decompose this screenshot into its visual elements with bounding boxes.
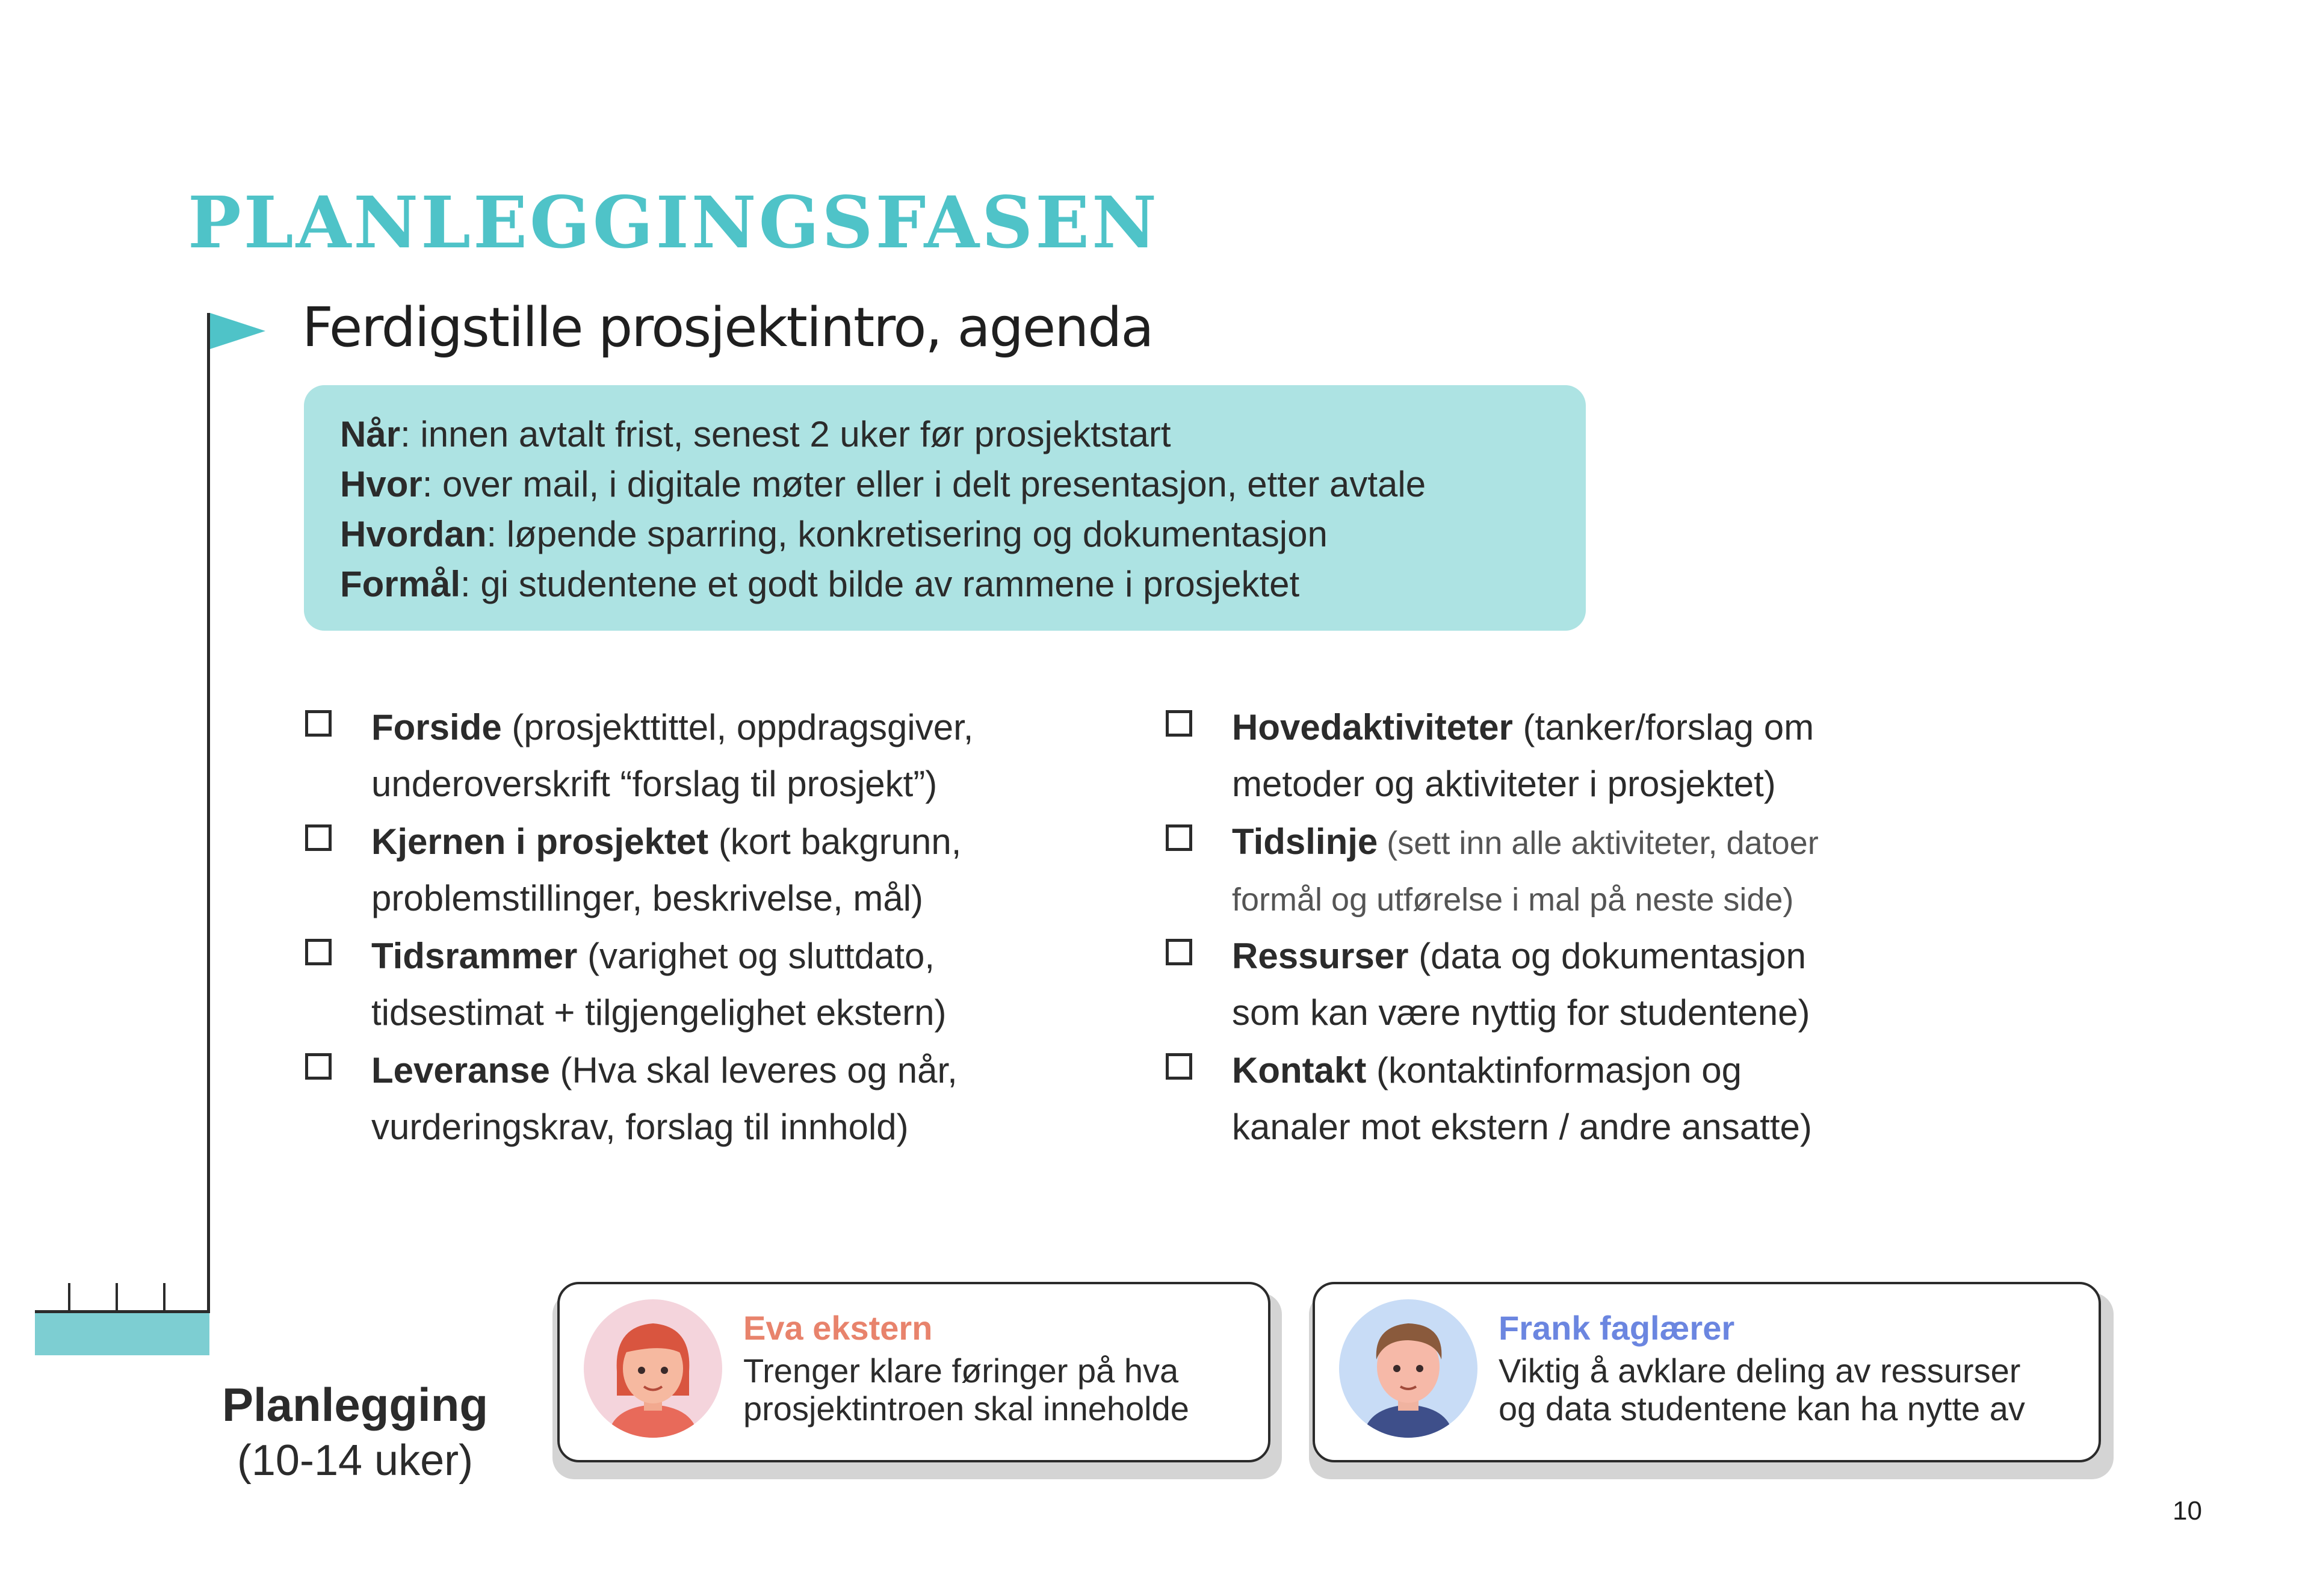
info-formaal	[340, 559, 1586, 609]
flag-pole	[207, 313, 210, 1313]
timeline-tick	[116, 1283, 118, 1311]
checkbox-icon[interactable]	[305, 824, 332, 851]
checklist-item-title: Tidsrammer	[371, 936, 578, 976]
checklist-item-line2: problemstillinger, beskrivelse, mål)	[371, 878, 923, 918]
checklist-item-line2: formål og utførelse i mal på neste side)	[1232, 882, 1794, 918]
checklist-item-line1	[1232, 814, 2007, 871]
persona-text-line1: Trenger klare føringer på hva	[743, 1352, 1179, 1390]
checklist-item-line2: vurderingskrav, forslag til innhold)	[371, 1107, 909, 1147]
checklist-item-hovedaktiviteter	[1165, 699, 2007, 814]
info-naar	[340, 409, 1586, 459]
persona-name: Frank faglærer	[1499, 1309, 1735, 1347]
info-formaal-label: Formål	[340, 564, 461, 604]
avatar-frank	[1339, 1299, 1477, 1438]
checklist-item-line1	[1232, 928, 2007, 985]
person-icon	[1339, 1299, 1477, 1438]
persona-card-frank	[1313, 1282, 2101, 1462]
info-hvordan-label: Hvordan	[340, 514, 487, 554]
info-formaal-text: : gi studentene et godt bilde av rammene i prosjektet	[460, 564, 1300, 604]
checklist-item-title: Leveranse	[371, 1050, 550, 1090]
checkbox-icon[interactable]	[1166, 710, 1192, 737]
checklist-right	[1165, 699, 2007, 1157]
info-naar-label: Når	[340, 414, 401, 454]
checklist-item-title: Forside	[371, 707, 502, 747]
checklist-item-title: Kontakt	[1232, 1050, 1367, 1090]
checklist-item-line1	[371, 699, 1146, 756]
checkbox-icon[interactable]	[305, 1053, 332, 1080]
checkbox-icon[interactable]	[1166, 824, 1192, 851]
timeline-tick	[163, 1283, 166, 1311]
persona-text-line1: Viktig å avklare deling av ressurser	[1499, 1352, 2021, 1390]
checklist-item-forside	[304, 699, 1146, 814]
checklist-item-desc: (sett inn alle aktiviteter, datoer	[1378, 825, 1819, 861]
checklist-item-line1	[1232, 1042, 2007, 1099]
checklist-item-line1	[371, 928, 1146, 985]
checklist-item-title: Hovedaktiviteter	[1232, 707, 1513, 747]
checklist-item-line2: kanaler mot ekstern / andre ansatte)	[1232, 1107, 1812, 1147]
checklist-item-title: Tidslinje	[1232, 821, 1378, 862]
checkbox-icon[interactable]	[305, 710, 332, 737]
info-naar-text: : innen avtalt frist, senest 2 uker før prosjektstart	[400, 414, 1171, 454]
info-hvor	[340, 459, 1586, 509]
checklist-item-desc: (data og dokumentasjon	[1408, 936, 1806, 976]
checklist-item-desc: (tanker/forslag om	[1512, 707, 1814, 747]
phase-title: Planlegging	[221, 1378, 489, 1431]
checklist-item-desc: (varighet og sluttdato,	[577, 936, 935, 976]
checklist-left	[304, 699, 1146, 1157]
timeline-tick	[68, 1283, 70, 1311]
checkbox-icon[interactable]	[305, 939, 332, 965]
flag-icon	[210, 313, 265, 349]
phase-label	[181, 1376, 530, 1488]
checklist-item-line2: som kan være nyttig for studentene)	[1232, 992, 1810, 1033]
checklist-item-line1	[371, 1042, 1146, 1099]
persona-card-eva	[557, 1282, 1270, 1462]
checkbox-icon[interactable]	[1166, 1053, 1192, 1080]
person-icon	[584, 1299, 722, 1438]
info-hvordan-text: : løpende sparring, konkretisering og dokumentasjon	[486, 514, 1328, 554]
checklist-item-ressurser	[1165, 928, 2007, 1042]
checklist-item-leveranse	[304, 1042, 1146, 1157]
checklist-item-title: Kjernen i prosjektet	[371, 821, 709, 862]
checklist-item-tidsrammer	[304, 928, 1146, 1042]
phase-duration: (10-14 uker)	[237, 1437, 474, 1485]
checklist-item-desc: (kort bakgrunn,	[708, 821, 962, 862]
checklist-item-line1	[1232, 699, 2007, 756]
page-title: PLANLEGGINGSFASEN	[188, 181, 1160, 264]
checkbox-icon[interactable]	[1166, 939, 1192, 965]
checklist-item-desc: (prosjekttittel, oppdragsgiver,	[501, 707, 974, 747]
info-hvordan	[340, 509, 1586, 559]
timeline-phase-bar	[35, 1313, 209, 1355]
checklist-item-line2: underoverskrift “forslag til prosjekt”)	[371, 764, 938, 804]
persona-name: Eva ekstern	[743, 1309, 933, 1347]
info-box	[304, 385, 1586, 631]
persona-text-line2: prosjektintroen skal inneholde	[743, 1390, 1189, 1427]
checklist-item-desc: (kontaktinformasjon og	[1366, 1050, 1742, 1090]
checklist-item-line2: metoder og aktiviteter i prosjektet)	[1232, 764, 1776, 804]
page-number: 10	[2173, 1496, 2202, 1526]
checklist-item-kjernen	[304, 814, 1146, 928]
info-hvor-text: : over mail, i digitale møter eller i delt presentasjon, etter avtale	[422, 464, 1426, 504]
checklist-item-kontakt	[1165, 1042, 2007, 1157]
persona-text-line2: og data studentene kan ha nytte av	[1499, 1390, 2025, 1427]
checklist-item-line2: tidsestimat + tilgjengelighet ekstern)	[371, 992, 947, 1033]
checklist-item-line1	[371, 814, 1146, 870]
checklist-item-title: Ressurser	[1232, 936, 1409, 976]
checklist-item-desc: (Hva skal leveres og når,	[549, 1050, 958, 1090]
info-hvor-label: Hvor	[340, 464, 422, 504]
checklist-item-tidslinje	[1165, 814, 2007, 928]
avatar-eva	[584, 1299, 722, 1438]
section-subtitle: Ferdigstille prosjektintro, agenda	[302, 296, 1153, 359]
